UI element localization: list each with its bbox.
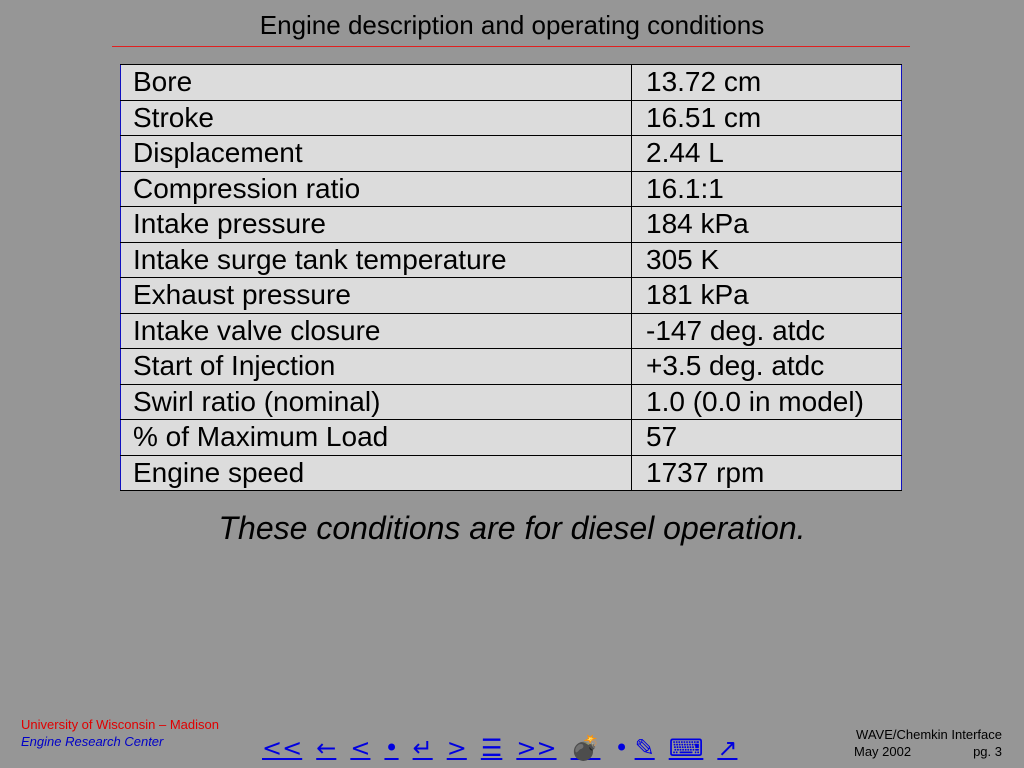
row-label: Compression ratio	[121, 171, 632, 207]
contents-icon[interactable]: ☰	[480, 734, 503, 762]
engine-specs-table	[120, 64, 902, 491]
fullscreen-arrow-icon[interactable]: ↗	[717, 734, 738, 762]
keyboard-icon[interactable]: ⌨	[668, 734, 704, 762]
row-label: Engine speed	[121, 455, 632, 491]
presentation-date: May 2002	[854, 744, 912, 759]
row-label: Intake valve closure	[121, 313, 632, 349]
row-value: 16.51 cm	[632, 100, 902, 136]
row-value: +3.5 deg. atdc	[632, 349, 902, 385]
research-center-name: Engine Research Center	[21, 734, 164, 749]
first-slide-button[interactable]: <<	[262, 734, 303, 762]
footer-meta	[802, 726, 1002, 760]
separator-dot-icon: •	[614, 734, 629, 762]
row-value: 16.1:1	[632, 171, 902, 207]
row-value: 305 K	[632, 242, 902, 278]
row-label: Intake surge tank temperature	[121, 242, 632, 278]
table-row	[121, 313, 902, 349]
row-label: % of Maximum Load	[121, 420, 632, 456]
row-label: Intake pressure	[121, 207, 632, 243]
row-value: 57	[632, 420, 902, 456]
table-row	[121, 242, 902, 278]
table-row	[121, 384, 902, 420]
slide-navigation	[262, 732, 751, 762]
row-label: Swirl ratio (nominal)	[121, 384, 632, 420]
annotate-pencil-icon[interactable]: ✎	[634, 734, 655, 762]
quit-bomb-icon[interactable]: 💣	[570, 734, 601, 762]
row-label: Stroke	[121, 100, 632, 136]
footer-institution	[21, 716, 219, 750]
table-row	[121, 420, 902, 456]
row-label: Displacement	[121, 136, 632, 172]
next-slide-button[interactable]: >	[446, 734, 467, 762]
back-arrow-icon[interactable]: ←	[316, 734, 337, 762]
page-number: pg. 3	[973, 744, 1002, 759]
row-value: 1737 rpm	[632, 455, 902, 491]
table-row	[121, 136, 902, 172]
row-value: 184 kPa	[632, 207, 902, 243]
row-value: -147 deg. atdc	[632, 313, 902, 349]
row-label: Exhaust pressure	[121, 278, 632, 314]
row-label: Bore	[121, 65, 632, 101]
table-row	[121, 207, 902, 243]
slide-title: Engine description and operating conditions	[259, 10, 765, 40]
home-dot-icon[interactable]: •	[384, 734, 399, 762]
row-label: Start of Injection	[121, 349, 632, 385]
date-page-row	[802, 743, 1002, 760]
table-row	[121, 171, 902, 207]
table-row	[121, 65, 902, 101]
table-row	[121, 455, 902, 491]
return-icon[interactable]: ↵	[412, 734, 433, 762]
table-row	[121, 349, 902, 385]
table-row	[121, 278, 902, 314]
row-value: 181 kPa	[632, 278, 902, 314]
row-value: 1.0 (0.0 in model)	[632, 384, 902, 420]
project-name: WAVE/Chemkin Interface	[856, 727, 1002, 742]
last-slide-button[interactable]: >>	[516, 734, 557, 762]
previous-slide-button[interactable]: <	[350, 734, 371, 762]
diesel-note: These conditions are for diesel operation.	[218, 510, 806, 546]
university-name: University of Wisconsin – Madison	[21, 717, 219, 732]
row-value: 13.72 cm	[632, 65, 902, 101]
title-divider	[112, 46, 910, 47]
row-value: 2.44 L	[632, 136, 902, 172]
table-row	[121, 100, 902, 136]
